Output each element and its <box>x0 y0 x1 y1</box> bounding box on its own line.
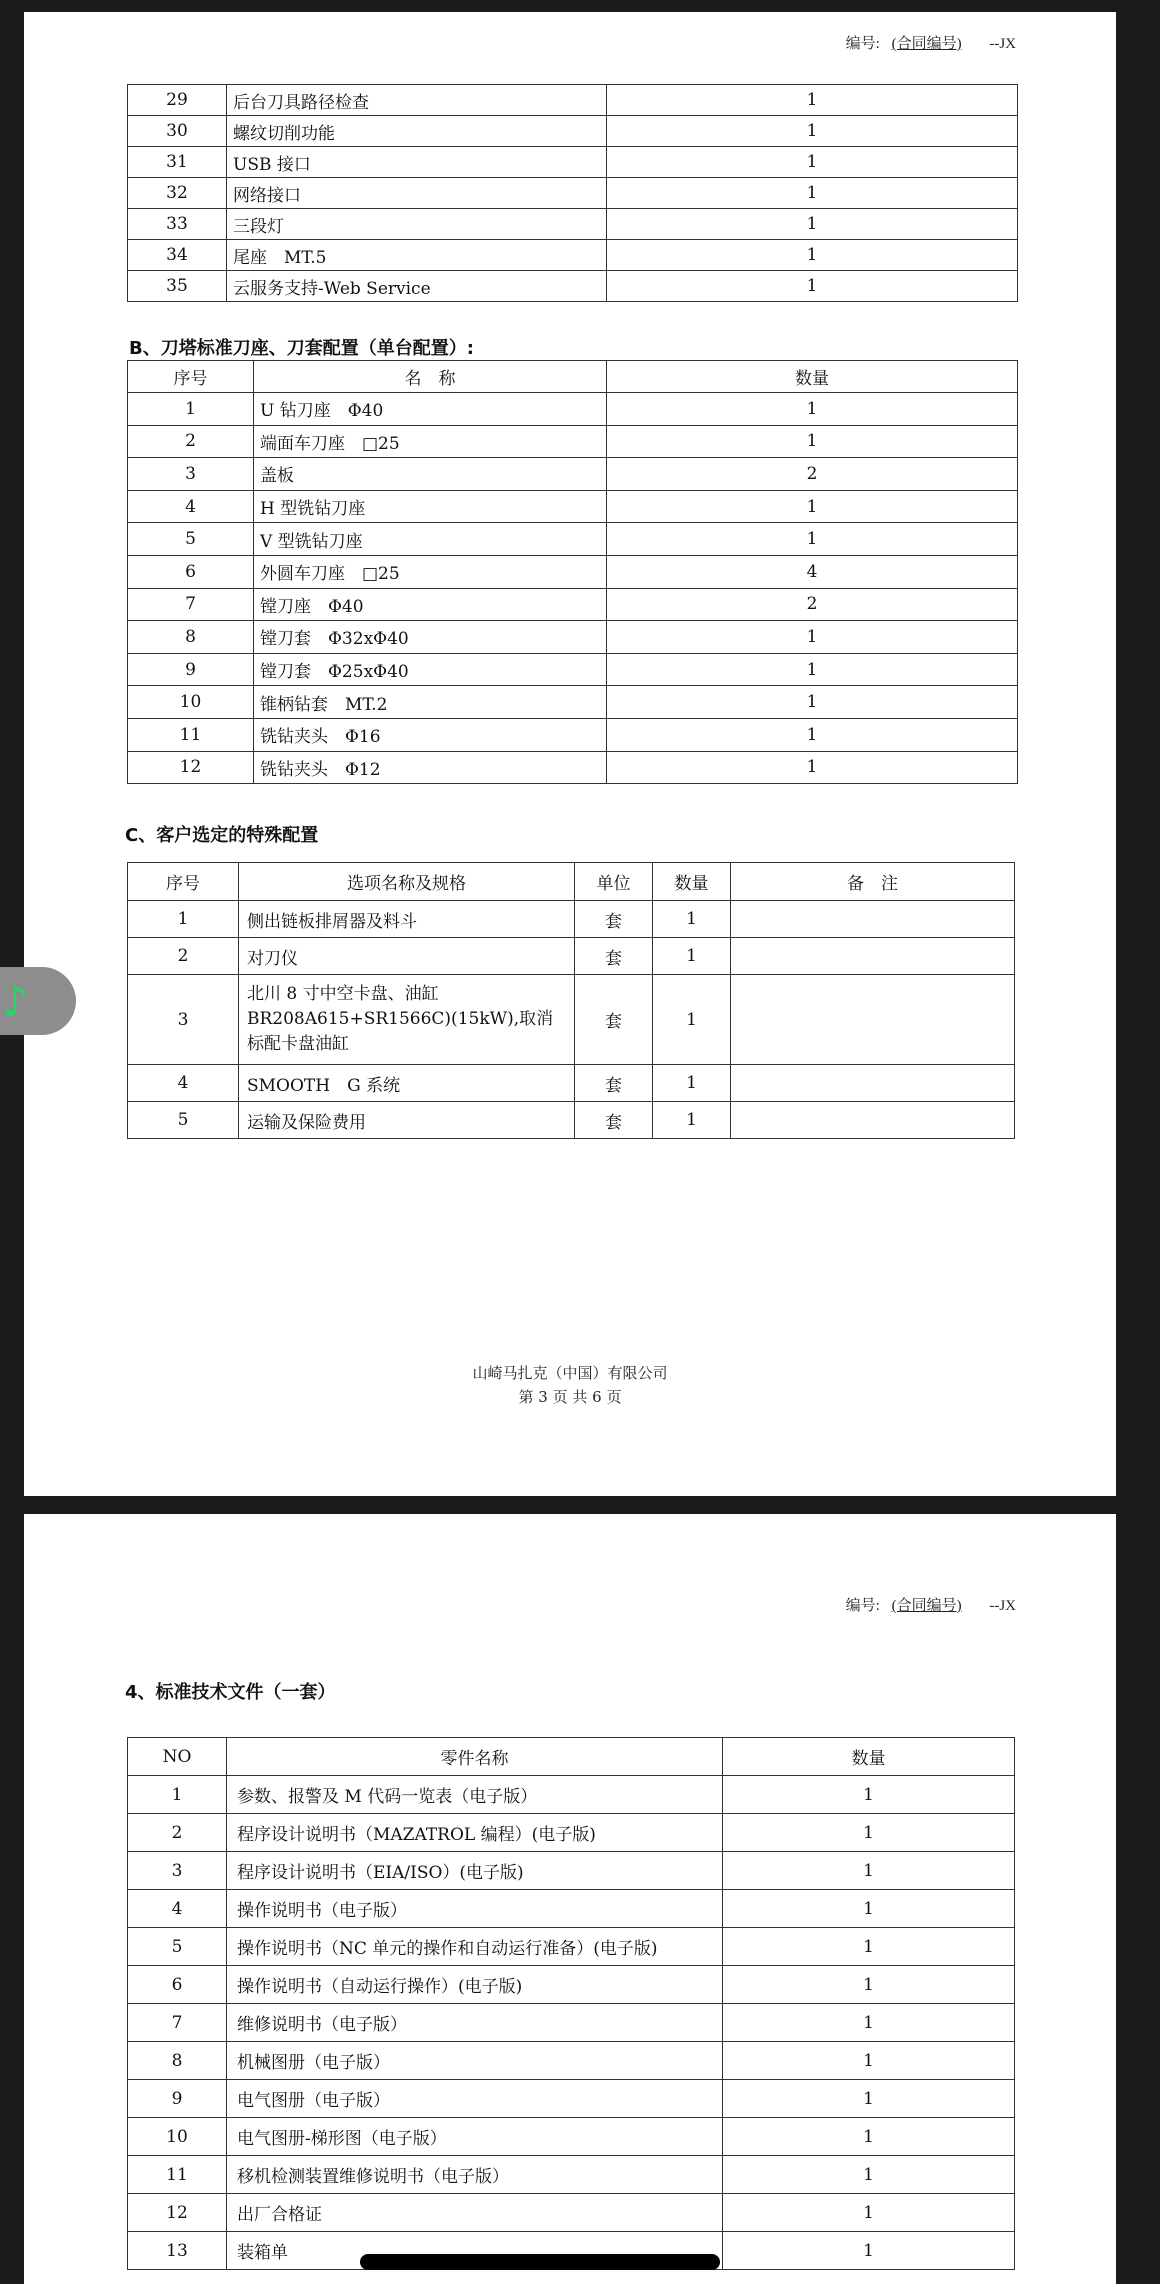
cell-no: 33 <box>128 209 227 240</box>
header-no: 序号 <box>128 361 254 393</box>
cell-name: 铣钻夹头 Φ16 <box>254 718 607 751</box>
cell-qty: 2 <box>607 588 1018 621</box>
header-remark: 备 注 <box>731 863 1015 901</box>
cell-name: 操作说明书（NC 单元的操作和自动运行准备）(电子版) <box>227 1928 723 1966</box>
table-row <box>128 1776 1015 1814</box>
cell-qty: 1 <box>653 938 731 975</box>
table-row <box>128 975 1015 1065</box>
table-row <box>128 490 1018 523</box>
cell-qty: 1 <box>723 2118 1015 2156</box>
cell-qty: 1 <box>607 751 1018 784</box>
cell-name: 维修说明书（电子版） <box>227 2004 723 2042</box>
cell-name: 外圆车刀座 □25 <box>254 555 607 588</box>
cell-qty: 1 <box>723 1928 1015 1966</box>
cell-qty: 1 <box>607 653 1018 686</box>
cell-qty: 1 <box>653 975 731 1065</box>
cell-no: 4 <box>128 490 254 523</box>
table-row <box>128 751 1018 784</box>
cell-no: 4 <box>128 1890 227 1928</box>
footer-company: 山崎马扎克（中国）有限公司 <box>472 1364 668 1382</box>
cell-no: 2 <box>128 1814 227 1852</box>
table-row <box>128 393 1018 426</box>
cell-no: 3 <box>128 1852 227 1890</box>
cell-qty: 1 <box>723 2156 1015 2194</box>
cell-no: 12 <box>128 2194 227 2232</box>
table-row <box>128 686 1018 719</box>
cell-name: 侧出链板排屑器及料斗 <box>239 901 575 938</box>
cell-qty: 1 <box>653 1102 731 1139</box>
header-no: NO <box>128 1738 227 1776</box>
cell-qty: 1 <box>607 621 1018 654</box>
table-row <box>128 1928 1015 1966</box>
contract-code: 编号: (合同编号) --JX <box>845 36 1016 52</box>
table-row <box>128 2004 1015 2042</box>
cell-qty: 1 <box>607 85 1018 116</box>
table-row <box>128 1852 1015 1890</box>
cell-no: 31 <box>128 147 227 178</box>
cell-qty: 2 <box>607 458 1018 491</box>
cell-no: 1 <box>128 1776 227 1814</box>
cell-no: 2 <box>128 425 254 458</box>
cell-no: 11 <box>128 718 254 751</box>
header-unit: 单位 <box>575 863 653 901</box>
table-row <box>128 718 1018 751</box>
cell-qty: 1 <box>607 393 1018 426</box>
cell-name: 操作说明书（自动运行操作）(电子版) <box>227 1966 723 2004</box>
cell-qty: 1 <box>607 209 1018 240</box>
cell-qty: 1 <box>653 901 731 938</box>
table-row <box>128 901 1015 938</box>
header-name: 零件名称 <box>227 1738 723 1776</box>
standard-functions-table <box>127 84 1018 302</box>
cell-no: 6 <box>128 555 254 588</box>
cell-qty: 1 <box>607 271 1018 302</box>
cell-unit: 套 <box>575 901 653 938</box>
cell-qty: 1 <box>723 1776 1015 1814</box>
cell-name: 运输及保险费用 <box>239 1102 575 1139</box>
cell-qty: 1 <box>607 178 1018 209</box>
cell-no: 3 <box>128 975 239 1065</box>
cell-remark <box>731 1065 1015 1102</box>
cell-no: 3 <box>128 458 254 491</box>
cell-qty: 1 <box>723 1852 1015 1890</box>
cell-no: 10 <box>128 686 254 719</box>
cell-no: 8 <box>128 2042 227 2080</box>
cell-remark <box>731 938 1015 975</box>
table-header-row <box>128 863 1015 901</box>
table-row <box>128 1102 1015 1139</box>
cell-no: 1 <box>128 901 239 938</box>
cell-remark <box>731 1102 1015 1139</box>
table-row <box>128 178 1018 209</box>
section-4-title: 4、标准技术文件（一套） <box>125 1682 336 1703</box>
cell-unit: 套 <box>575 938 653 975</box>
table-row <box>128 555 1018 588</box>
cell-name: 北川 8 寸中空卡盘、油缸 BR208A615+SR1566C)(15kW),取消标配卡盘油缸 <box>239 975 575 1065</box>
table-row <box>128 147 1018 178</box>
table-row <box>128 938 1015 975</box>
cell-name: 程序设计说明书（EIA/ISO）(电子版) <box>227 1852 723 1890</box>
cell-no: 32 <box>128 178 227 209</box>
table-row <box>128 588 1018 621</box>
cell-name: 电气图册-梯形图（电子版） <box>227 2118 723 2156</box>
header-qty: 数量 <box>607 361 1018 393</box>
cell-name: 尾座 MT.5 <box>227 240 607 271</box>
table-row <box>128 2080 1015 2118</box>
table-row <box>128 116 1018 147</box>
footer-page-number: 第 3 页 共 6 页 <box>518 1388 622 1406</box>
cell-no: 35 <box>128 271 227 302</box>
section-b-title: B、刀塔标准刀座、刀套配置（单台配置）: <box>129 338 474 359</box>
cell-name: 网络接口 <box>227 178 607 209</box>
cell-name: 云服务支持-Web Service <box>227 271 607 302</box>
table-header-row <box>128 1738 1015 1776</box>
cell-no: 34 <box>128 240 227 271</box>
cell-name: SMOOTH G 系统 <box>239 1065 575 1102</box>
cell-name: 移机检测装置维修说明书（电子版） <box>227 2156 723 2194</box>
header-name: 选项名称及规格 <box>239 863 575 901</box>
cell-qty: 1 <box>723 2194 1015 2232</box>
technical-documents-table <box>127 1737 1015 2270</box>
cell-no: 4 <box>128 1065 239 1102</box>
cell-no: 6 <box>128 1966 227 2004</box>
cell-name: 对刀仪 <box>239 938 575 975</box>
cell-qty: 1 <box>723 2232 1015 2270</box>
cell-qty: 1 <box>723 1890 1015 1928</box>
table-row <box>128 621 1018 654</box>
header-qty: 数量 <box>653 863 731 901</box>
table-row <box>128 425 1018 458</box>
table-row <box>128 1966 1015 2004</box>
cell-no: 11 <box>128 2156 227 2194</box>
cell-remark <box>731 975 1015 1065</box>
cell-name: 三段灯 <box>227 209 607 240</box>
header-qty: 数量 <box>723 1738 1015 1776</box>
cell-unit: 套 <box>575 1065 653 1102</box>
header-name: 名 称 <box>254 361 607 393</box>
floating-music-button[interactable] <box>0 967 76 1035</box>
cell-name: 镗刀套 Φ32xΦ40 <box>254 621 607 654</box>
cell-qty: 1 <box>607 425 1018 458</box>
cell-no: 10 <box>128 2118 227 2156</box>
cell-name: 电气图册（电子版） <box>227 2080 723 2118</box>
table-row <box>128 653 1018 686</box>
document-page-4 <box>24 1514 1116 2284</box>
table-row <box>128 240 1018 271</box>
cell-qty: 1 <box>607 240 1018 271</box>
section-c-title: C、客户选定的特殊配置 <box>125 825 319 846</box>
cell-name: 铣钻夹头 Φ12 <box>254 751 607 784</box>
cell-qty: 1 <box>607 686 1018 719</box>
table-row <box>128 2194 1015 2232</box>
cell-name: 操作说明书（电子版） <box>227 1890 723 1928</box>
cell-qty: 1 <box>607 490 1018 523</box>
cell-name: 出厂合格证 <box>227 2194 723 2232</box>
cell-name: 镗刀座 Φ40 <box>254 588 607 621</box>
header-no: 序号 <box>128 863 239 901</box>
cell-no: 1 <box>128 393 254 426</box>
cell-name: 锥柄钻套 MT.2 <box>254 686 607 719</box>
cell-remark <box>731 901 1015 938</box>
cell-qty: 1 <box>607 523 1018 556</box>
cell-name: V 型铣钻刀座 <box>254 523 607 556</box>
contract-code: 编号: (合同编号) --JX <box>845 1598 1016 1614</box>
cell-unit: 套 <box>575 1102 653 1139</box>
cell-name: 程序设计说明书（MAZATROL 编程）(电子版) <box>227 1814 723 1852</box>
table-row <box>128 2156 1015 2194</box>
cell-name: 螺纹切削功能 <box>227 116 607 147</box>
cell-no: 30 <box>128 116 227 147</box>
cell-qty: 1 <box>653 1065 731 1102</box>
cell-no: 7 <box>128 588 254 621</box>
cell-qty: 1 <box>723 1966 1015 2004</box>
cell-name: 后台刀具路径检查 <box>227 85 607 116</box>
document-page-3 <box>24 12 1116 1496</box>
table-row <box>128 1814 1015 1852</box>
tool-holder-table <box>127 360 1018 784</box>
cell-no: 5 <box>128 1102 239 1139</box>
cell-no: 13 <box>128 2232 227 2270</box>
cell-name: 镗刀套 Φ25xΦ40 <box>254 653 607 686</box>
cell-qty: 1 <box>607 718 1018 751</box>
cell-qty: 1 <box>723 1814 1015 1852</box>
table-header-row <box>128 361 1018 393</box>
table-row <box>128 523 1018 556</box>
table-row <box>128 1890 1015 1928</box>
music-note-icon: ♪ <box>2 976 29 1026</box>
table-row <box>128 209 1018 240</box>
special-options-table <box>127 862 1015 1139</box>
cell-name: 机械图册（电子版） <box>227 2042 723 2080</box>
cell-name: 参数、报警及 M 代码一览表（电子版） <box>227 1776 723 1814</box>
cell-no: 8 <box>128 621 254 654</box>
cell-unit: 套 <box>575 975 653 1065</box>
cell-qty: 1 <box>723 2042 1015 2080</box>
cell-no: 2 <box>128 938 239 975</box>
cell-no: 7 <box>128 2004 227 2042</box>
table-row <box>128 2042 1015 2080</box>
cell-name: 盖板 <box>254 458 607 491</box>
cell-name: USB 接口 <box>227 147 607 178</box>
cell-qty: 1 <box>723 2004 1015 2042</box>
cell-qty: 1 <box>607 116 1018 147</box>
table-row <box>128 1065 1015 1102</box>
cell-qty: 4 <box>607 555 1018 588</box>
cell-name: H 型铣钻刀座 <box>254 490 607 523</box>
cell-no: 5 <box>128 523 254 556</box>
cell-no: 29 <box>128 85 227 116</box>
table-row <box>128 458 1018 491</box>
cell-name: U 钻刀座 Φ40 <box>254 393 607 426</box>
cell-no: 9 <box>128 653 254 686</box>
cell-no: 9 <box>128 2080 227 2118</box>
table-row <box>128 85 1018 116</box>
cell-qty: 1 <box>723 2080 1015 2118</box>
cell-no: 12 <box>128 751 254 784</box>
cell-qty: 1 <box>607 147 1018 178</box>
home-indicator[interactable] <box>360 2254 720 2270</box>
table-row <box>128 2118 1015 2156</box>
table-row <box>128 271 1018 302</box>
cell-name: 端面车刀座 □25 <box>254 425 607 458</box>
cell-name: 装箱单 <box>227 2232 723 2270</box>
cell-no: 5 <box>128 1928 227 1966</box>
